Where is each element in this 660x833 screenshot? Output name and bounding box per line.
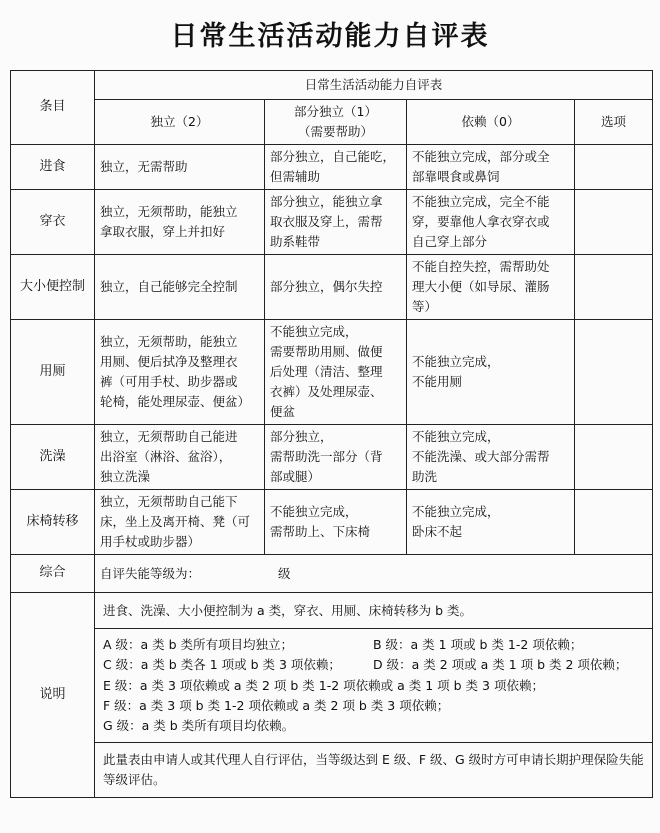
page-title: 日常生活活动能力自评表 [170, 21, 490, 52]
row-item: 大小便控制 [11, 255, 95, 320]
summary-cell [95, 555, 653, 593]
row-item: 穿衣 [11, 190, 95, 255]
grade-b: B 级：a 类 1 项或 b 类 1-2 项依赖； [373, 637, 583, 652]
table-caption: 日常生活活动能力自评表 [95, 71, 653, 100]
row-partial: 部分独立，自己能吃， 但需辅助 [265, 145, 407, 190]
row-item: 床椅转移 [11, 490, 95, 555]
row-item: 用厕 [11, 320, 95, 425]
grade-definitions [95, 629, 653, 743]
header-partial: 部分独立（1） （需要帮助） [265, 100, 407, 145]
row-item: 进食 [11, 145, 95, 190]
table-row [11, 145, 653, 190]
option-cell[interactable] [575, 190, 653, 255]
row-dependent: 不能独立完成，完全不能 穿，要靠他人拿衣穿衣或 自己穿上部分 [407, 190, 575, 255]
grade-f: F 级：a 类 3 项 b 类 1-2 项依赖或 a 类 2 项 b 类 3 项依赖； [103, 697, 450, 713]
notes-label: 说明 [11, 593, 95, 798]
table-row [11, 190, 653, 255]
row-independent: 独立，无须帮助，能独立 用厕、便后拭净及整理衣 裤（可用手杖、助步器或 轮椅，能处理尿壶、便盆） [95, 320, 265, 425]
table-row [11, 255, 653, 320]
header-item: 条目 [11, 71, 95, 145]
row-partial: 部分独立， 需帮助洗一部分（背 部或腿） [265, 425, 407, 490]
table-row [11, 320, 653, 425]
option-cell[interactable] [575, 145, 653, 190]
row-item: 洗澡 [11, 425, 95, 490]
row-independent: 独立，自己能够完全控制 [95, 255, 265, 320]
row-dependent: 不能独立完成， 不能用厕 [407, 320, 575, 425]
row-partial: 部分独立，偶尔失控 [265, 255, 407, 320]
header-dependent: 依赖（0） [407, 100, 575, 145]
row-partial: 部分独立，能独立拿 取衣服及穿上，需帮 助系鞋带 [265, 190, 407, 255]
row-partial: 不能独立完成， 需帮助上、下床椅 [265, 490, 407, 555]
table-row [11, 490, 653, 555]
option-cell[interactable] [575, 490, 653, 555]
row-independent: 独立，无须帮助自己能下 床，坐上及离开椅、凳（可 用手杖或助步器） [95, 490, 265, 555]
option-cell[interactable] [575, 425, 653, 490]
adl-assessment-table [10, 70, 653, 798]
grade-e: E 级：a 类 3 项依赖或 a 类 2 项 b 类 1-2 项依赖或 a 类 1 项 b 类 3 项依赖； [103, 677, 544, 693]
grade-a: A 级：a 类 b 类所有项目均独立； [103, 637, 294, 652]
option-cell[interactable] [575, 255, 653, 320]
row-independent: 独立，无需帮助 [95, 145, 265, 190]
header-independent: 独立（2） [95, 100, 265, 145]
option-cell[interactable] [575, 320, 653, 425]
summary-prefix: 自评失能等级为： [100, 565, 201, 581]
row-dependent: 不能独立完成， 卧床不起 [407, 490, 575, 555]
grade-d: D 级：a 类 2 项或 a 类 1 项 b 类 2 项依赖； [373, 657, 628, 673]
table-row [11, 425, 653, 490]
footer-note: 此量表由申请人或其代理人自行评估，当等级达到 E 级、F 级、G 级时方可申请长期护理保险失能等级评估。 [95, 743, 653, 798]
row-independent: 独立，无须帮助自己能进 出浴室（淋浴、盆浴）， 独立洗澡 [95, 425, 265, 490]
grade-c: C 级：a 类 b 类各 1 项或 b 类 3 项依赖； [103, 657, 341, 673]
row-dependent: 不能自控失控，需帮助处 理大小便（如导尿、灌肠 等） [407, 255, 575, 320]
summary-label: 综合 [11, 555, 95, 593]
classification-note: 进食、洗澡、大小便控制为 a 类，穿衣、用厕、床椅转移为 b 类。 [95, 593, 653, 629]
row-independent: 独立，无须帮助，能独立 拿取衣服，穿上并扣好 [95, 190, 265, 255]
row-dependent: 不能独立完成， 不能洗澡、或大部分需帮 助洗 [407, 425, 575, 490]
grade-g: G 级：a 类 b 类所有项目均依赖。 [103, 718, 295, 733]
row-dependent: 不能独立完成，部分或全 部靠喂食或鼻饲 [407, 145, 575, 190]
row-partial: 不能独立完成， 需要帮助用厕、做便 后处理（清洁、整理 衣裤）及处理尿壶、 便盆 [265, 320, 407, 425]
summary-suffix: 级 [278, 565, 291, 581]
header-option: 选项 [575, 100, 653, 145]
summary-row [11, 555, 653, 593]
